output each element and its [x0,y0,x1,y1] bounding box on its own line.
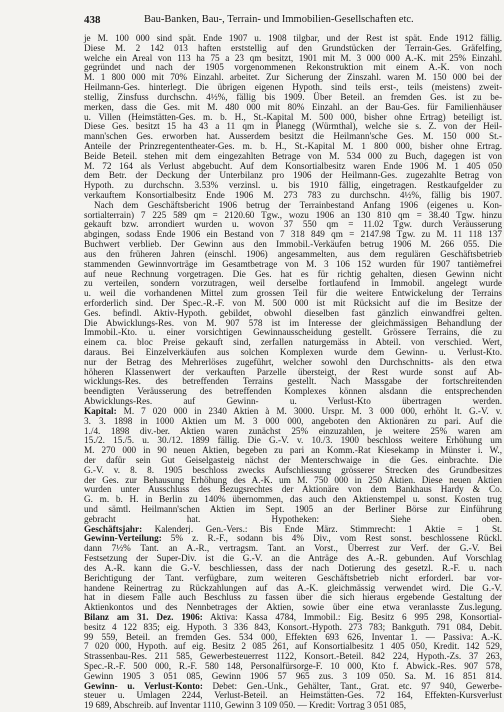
text-line: und sämtl. Heilmann'schen Aktien im Sept. 1905 an der Berliner Börse zur Einführung [84,504,502,514]
section-heading: Gewinn- u. Verlust-Konto: [84,680,203,691]
section-heading: Kapital: [84,405,117,416]
text-line: dann 7½% Tant. an A.-R., vertragsm. Tant. an Vorst., Überrest zur Verf. der G.-V. Bei [84,543,502,554]
text-line: Diese M. 2 142 013 haften erststellig auf den Grundstücken der Terrain-Ges. Gräfelfing, [84,42,502,53]
text-line: der Ges. zur Behausung Erhöhung des A.-K. um M. 750 000 in 250 Aktien. Diese neuen Aktien [84,474,502,485]
text-line: auf neue Rechnung vorgetragen. Die Ges. hat es für richtig gehalten, diesen Gewinn nicht [84,268,502,279]
text-line: Immobil.-Kto. u. einer vorsichtigen Gewinnausscheidung gestellt. Grössere Terrains, die zu [84,327,502,338]
text-line: je M. 100 000 sind spät. Ende 1907 u. 1908 tilgbar, und der Rest ist spät. Ende 1912 fällig. [84,33,502,43]
text-line: gebracht hat. Hypotheken: Siehe oben. [84,513,502,524]
text-line: daraus. Bei Einzelverkäufen aus solchen Komplexen wurde dem Gewinn- u. Verlust-Kto. [84,347,502,357]
text-line: Spec.-R.-F. 500 000, R.-F. 580 148, Personalfürsorge-F. 10 000, Kto f. Abwick.-Res. 907 578, [84,661,502,671]
text-line: Nach dem Geschäftsbericht 1906 betrug der Terrainbestand Anfang 1906 (eigenes u. Kon- [94,199,502,210]
text-line: M. 1 800 000 mit 70% Einzahl. arbeitet. Zur Sicherung der Zinszahl. waren M. 150 000 bei der [84,72,502,83]
text-line: dem Betr. der Deckung der Unterbilanz pro 1906 der Heilmann-Ges. zugezahlte Betrag von [84,170,502,181]
text-line: 1./4. 1898 div.-ber. Aktien waren zunächst 25% einzuzahlen, je weitere 25% waren am [84,425,502,436]
text-line: 15./2. 15./5. u. 30./12. 1899 fällig. Die G.-V. v. 10./3. 1900 beschloss weitere Erhöhung um [84,435,502,446]
text-line: Berichtigung der Tant. verfügbare, zum weiteren Geschäftsbetrieb nicht erforderl. bar vor- [84,572,502,583]
text-line: Kapital: M. 7 020 000 in 2340 Aktien à M. 3000. Urspr. M. 3 000 000, erhöht lt. G.-V. v. [84,405,502,416]
text-line: der dafür sein Gut Geiselgasteig nächst der Menterschwaige in die Ges. einbrachte. Die [84,454,502,465]
text-line: 3. 3. 1898 in 1000 Aktien um M. 3 000 000, angeboten den Aktionären zu pari. Auf die [84,415,502,426]
text-line: gegründet und nach der 1905 vorgenommenen Rekonstruktion mit einem A.-K. von noch [84,62,502,73]
text-line: abgingen, sodass Ende 1906 ein Bestand von 7 318 849 qm = 2147.98 Tgw. zu M. 11 118 137 [84,229,502,240]
running-title: Bau-Banken, Bau-, Terrain- und Immobilien-Gesellschaften etc. [144,14,414,25]
text-line: Gewinn- u. Verlust-Konto: Debet: Gen.-Unk., Gehälter, Tant., Grat. etc. 97 940, Gewerbe- [84,680,502,691]
text-line: u. weil die vorhandenen Mittel zum grossen Teil für die weitere Entwickelung der Terrains [84,288,502,299]
text-line: Gewinn 1905 3 051 085, Gewinn 1906 57 965 zus. 3 109 050. Sa. M. 16 851 814. [84,670,502,681]
body-text [84,33,502,711]
text-line: Buchwert verblieb. Der Gewinn aus den Immobil.-Verkäufen betrug 1906 M. 266 055. Die [84,239,502,250]
text-line: handene Reinertrag zu Rückzahlungen auf das A.-K. gleichmässig verwendet wird. Die G.-V. [84,582,502,593]
text-line: Abwicklungs-Res. auf Gewinn- u. Verlust-Kto übertragen werden. [84,396,502,407]
text-line: M. 72 164 als Verlust abgebucht. Auf dem Konsortialbesitz waren Ende 1906 M. 1 405 050 [84,160,502,171]
text-line: steuer u. Umlagen 2244, Verlust-Beteil. an Heimstätten-Ges. 72 164, Effekten-Kursverlust [84,690,502,701]
text-line: hat in diesem Falle auch Beschluss zu fassen über die sich hieraus ergebende Gestaltung der [84,592,502,603]
text-line: G. m. b. H. in Berlin zu 140% übernommen, das auch den Aktienstempel u. sonst. Kosten trug [84,494,502,505]
text-line: Aktienkontos und des Nennbetrages der Aktien, sowie über eine etwa veranlasste Zus.legung. [84,602,502,613]
text-line: aus den früheren Jahren (einschl. 1906) angesammelten, aus dem regulären Geschäftsbetrieb [84,248,502,259]
text-line: 7 020 000, Hypoth. auf eig. Besitz 2 085 261, auf Konsortialbesitz 1 405 050, Kredit. 142 529, [84,641,502,652]
text-line: des A.-R. kann die G.-V. beschliessen, dass der nach Dotierung des gesetzl. R.-F. u. nach [84,562,502,573]
text-line: Strassenbau-Res. 211 585, Gewerbesteuerrest 1122, Konsort.-Beteil. 842 224, Hypoth.-Zs. 37 263, [84,651,502,662]
text-line: wicklungs-Res. des betreffenden Terrains gestellt. Nach Massgabe der fortschreitenden [84,376,502,387]
page-number: 438 [84,14,101,26]
text-line: G.-V. v. 8. 8. 1905 beschloss zwecks Aufschliessung grösserer Strecken des Grundbesitzes [84,464,502,475]
section-heading: Bilanz am 31. Dez. 1906: [84,611,203,622]
text-line: welche ein Areal von 113 ha 75 a 23 qm besitzt, 1901 mit M. 3 000 000 A.-K. mit 25% Einzahl. [84,52,502,63]
text-line: erforderlich sind. Der Spec.-R.-F. von M. 500 000 ist mit Rücksicht auf die im Besitze der [84,297,502,308]
text-line: 19 689, Abschreib. auf Inventar 1110, Gewinn 3 109 050. — Kredit: Vortrag 3 051 085, [84,700,407,711]
page-header [84,12,496,28]
text-line: M. 270 000 in 90 neuen Aktien, begeben zu pari an Komm.-Rat Kiesekamp in Münster i. W., [84,445,502,456]
text-line: zu verteilen, sondern vorzutragen, weil derselbe fortlaufend in Immobil. angelegt wurde [84,278,502,289]
text-line: Ges. befindl. Aktiv-Hypoth. gebildet, obwohl dieselben fast gänzlich einwandfrei gelten. [84,307,502,318]
text-line: u. Villen (Heimstätten-Ges. m. b. H., St.-Kapital M. 500 000, bisher ohne Ertrag) beteiligt ist. [84,111,502,122]
section-heading: Gewinn-Verteilung: [84,533,162,544]
text-line: mann'schen Ges. erworben hat. Ausserdem besitzt die Heilmann'sche Ges. M. 150 000 St.- [84,131,502,142]
text-line: Bilanz am 31. Dez. 1906: Aktiva: Kassa 4784, Immobil.: Eig. Besitz 6 995 298, Konsortial- [84,611,502,622]
text-line: besitz 4 122 835; eig. Hypoth. 3 336 843, Konsort.-Hypoth. 273 783; Bankguth. 791 084, Debit. [84,621,502,632]
text-line: Festsetzung der Super-Div. ist die G.-V. an die Anträge des A.-R. gebunden. Auf Vorschlag [84,553,502,564]
section-heading: Geschäftsjahr: [84,523,143,534]
text-line: beendigten Veräusserung des betreffenden Komplexes können alsdann die entsprechenden [84,386,502,397]
text-line: sortialterrain) 7 225 589 qm = 2120.60 Tgw., wozu 1906 an 130 810 qm = 38.40 Tgw. hinzu [84,209,502,220]
text-line: Anteile der Prinzregententheater-Ges. m. b. H., St.-Kapital M. 1 800 000, bisher ohne Ertrag. [84,140,502,151]
text-line: Diese Ges. besitzt 15 ha 43 a 11 qm in Planegg (Würmthal), welche sie s. Z. von der Heil- [84,121,502,132]
text-line: verkauftem Konsortialbesitz Ende 1906 M. 273 783 zu durchschn. 4½%, fällig bis 1907. [84,190,502,200]
text-line: Hypoth. zu durchschn. 3.53% verzinsl. u. bis 1910 fällig, eingetragen. Restkaufgelder zu [84,180,502,191]
text-line: stellig, Zinsfuss durchschn. 4½%, fällig bis 1909. Über Beteil. an fremden Ges. ist zu be- [84,91,502,102]
text-line: einem ca. bloc Preise gekauft sind, zerfallen naturgemäss in Abteil. von verschied. Wert, [84,337,502,348]
text-line: merken, dass die Ges. mit M. 480 000 mit 80% Einzahl. an der Bau-Ges. für Familienhäuser [84,101,502,112]
text-line: Heilmann-Ges. hinterlegt. Die übrigen eigenen Hypoth. sind teils erst-, teils (meistens) zweit- [84,82,502,93]
text-line: nur der Betrag des Mehrerlöses zugeführt, welcher sowohl den Durchschnitts- als den etwa [84,356,502,367]
text-line: Geschäftsjahr: Kalenderj. Gen.-Vers.: Bis Ende März. Stimmrecht: 1 Aktie = 1 St. [84,523,502,534]
text-line: Beide Beteil. stehen mit dem eingezahlten Betrage von M. 534 000 zu Buch, dagegen ist von [84,150,502,161]
text-line: stammenden Gewinnvorträge im Gesamtbetrage von M. 3 106 152 wurden für 1907 tantièmefrei [84,258,502,269]
text-line: gekauft bzw. arrondiert wurden u. wovon 37 550 qm = 11.02 Tgw. durch Veräusserung [84,219,502,230]
text-line: Die Abwicklungs-Res. von M. 907 578 ist im Interesse der gleichmässigen Behandlung der [84,317,502,328]
text-line: 99 559, Beteil. an fremden Ges. 534 000, Effekten 693 626, Inventar 1. — Passiva: A.-K. [84,631,502,642]
text-line: Gewinn-Verteilung: 5% z. R.-F., sodann bis 4% Div., vom Rest sonst. beschlossene Rückl. [84,533,502,544]
text-line: höheren Klassenwert der verkauften Parzelle übersteigt, der Rest wurde sonst auf Ab- [84,366,502,377]
text-line: wurden unter Ausschluss des Bezugsrechtes der Aktionäre von dem Bankhaus Hardy & Co. [84,484,502,495]
